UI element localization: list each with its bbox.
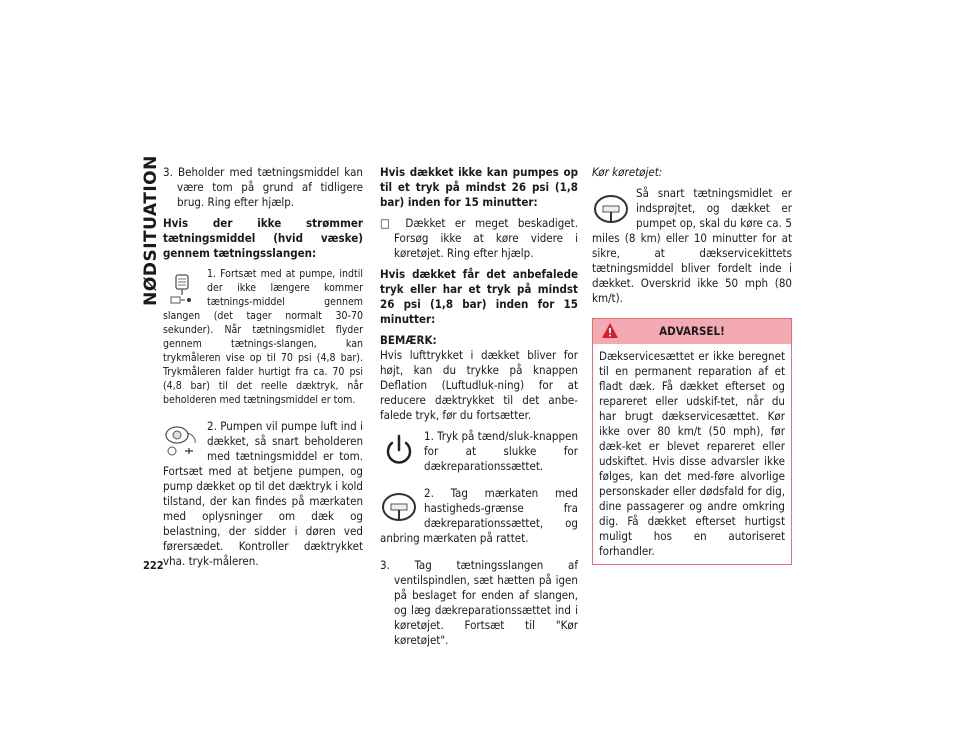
step-label-block (380, 486, 578, 552)
step-3-text: 3. Tag tætningsslangen af ventilspindlen, sæt hætten på igen på beslaget for enden af slangen, og læg dækreparationssættet ind i køretøjet. Fortsæt til "Kør køretøjet". (380, 558, 578, 647)
note-label: BEMÆRK: (380, 333, 437, 347)
heading-no-sealant-flow: Hvis der ikke strømmer tætningsmiddel (hvid væske) gennem tætningsslangen: (163, 216, 363, 260)
warning-header (593, 319, 791, 344)
step-2-text: 2. Pumpen vil pumpe luft ind i dækket, så snart beholderen med tætningsmiddel er tom. Fortsæt med at betjene pumpen, og pump dækket op til det dæktryk i kold tilstand, der kan findes på mærkaten med oplysninger om dæk og belastning, der sidder i døren ved førersædet. Kontroller dæktrykket vha. tryk-måleren. (163, 419, 363, 568)
page-number: 222 (143, 559, 164, 572)
heading-no-pump-up: Hvis dækket ikke kan pumpes op til et tryk på mindst 26 psi (1,8 bar) inden for 15 minutter: (380, 165, 578, 209)
warning-box (592, 318, 792, 565)
column-3 (592, 165, 792, 565)
drive-text: Så snart tætningsmidlet er indsprøjtet, og dækket er pumpet op, skal du køre ca. 5 miles (8 km) eller 10 minutter for at sikre, at dækservicekittets tætningsmiddel bliver fordelt inde i dækket. Overskrid ikke 50 mph (80 km/t). (592, 186, 792, 305)
steering-wheel-icon (592, 190, 630, 228)
step-1-text: 1. Fortsæt med at pumpe, indtil der ikke længere kommer tætnings-middel gennem slangen (det tager normalt 30-70 sekunder). Når tætningsmidlet flyder gennem tætnings-slangen, kan trykmåleren vise op til 70 psi (4,8 bar). Trykmåleren falder hurtigt fra ca. 70 psi (4,8 bar) til det reelle dæktryk, når beholderen med tætningsmiddel er tom. (163, 268, 363, 406)
warning-title: ADVARSEL! (659, 324, 725, 338)
power-icon (380, 431, 418, 469)
step-power-text: 1. Tryk på tænd/sluk-knappen for at slukke for dækreparationssættet. (424, 429, 578, 473)
checkbox-bullet-icon: □ (380, 216, 406, 230)
steering-wheel-icon (380, 488, 418, 526)
step-power-block (380, 429, 578, 480)
warning-triangle-icon (601, 322, 619, 339)
drive-block (592, 186, 792, 312)
warning-body (593, 344, 791, 564)
column-2 (380, 165, 578, 654)
warning-text: Dækservicesættet er ikke beregnet til en permanent reparation af et fladt dæk. Få dækket efterset og repareret eller udskif-tet, når du har brugt dækservicesættet. Kør ikke over 80 km/t (50 mph), før dæk-ket er blevet repareret eller udskiftet. Hvis disse advarsler ikke følges, kan det med-føre alvorlige personskader eller dødsfald for dig, dine passagerer og andre omkring dig. Få dækket efterset hurtigst muligt hos en autoriseret forhandler. (599, 349, 785, 558)
item-3-empty-container: 3. Beholder med tætningsmiddel kan være tom på grund af tidligere brug. Ring efter hjælp. (163, 165, 363, 209)
section-side-tab (140, 154, 162, 306)
pump-icon (163, 269, 201, 307)
note-text: Hvis lufttrykket i dækket bliver for højt, kan du trykke på knappen Deflation (Luftudluk-ning) for at reducere dæktrykket til det anbe-falede tryk, før du fortsætter. (380, 348, 578, 422)
step-1-block (163, 267, 363, 413)
step-2-block (163, 419, 363, 575)
column-1 (163, 165, 363, 581)
drive-heading: Kør køretøjet: (592, 165, 663, 179)
section-title: NØDSITUATION (140, 154, 161, 306)
compressor-icon (163, 421, 201, 459)
step-label-text: 2. Tag mærkaten med hastigheds-grænse fra dækreparationssættet, og anbring mærkaten på rattet. (380, 486, 578, 545)
heading-pressure-ok: Hvis dækket får det anbefalede tryk eller har et tryk på mindst 26 psi (1,8 bar) inden for 15 minutter: (380, 267, 578, 326)
bullet-tire-damaged: □ Dækket er meget beskadiget. Forsøg ikke at køre videre i køretøjet. Ring efter hjælp. (380, 216, 579, 260)
